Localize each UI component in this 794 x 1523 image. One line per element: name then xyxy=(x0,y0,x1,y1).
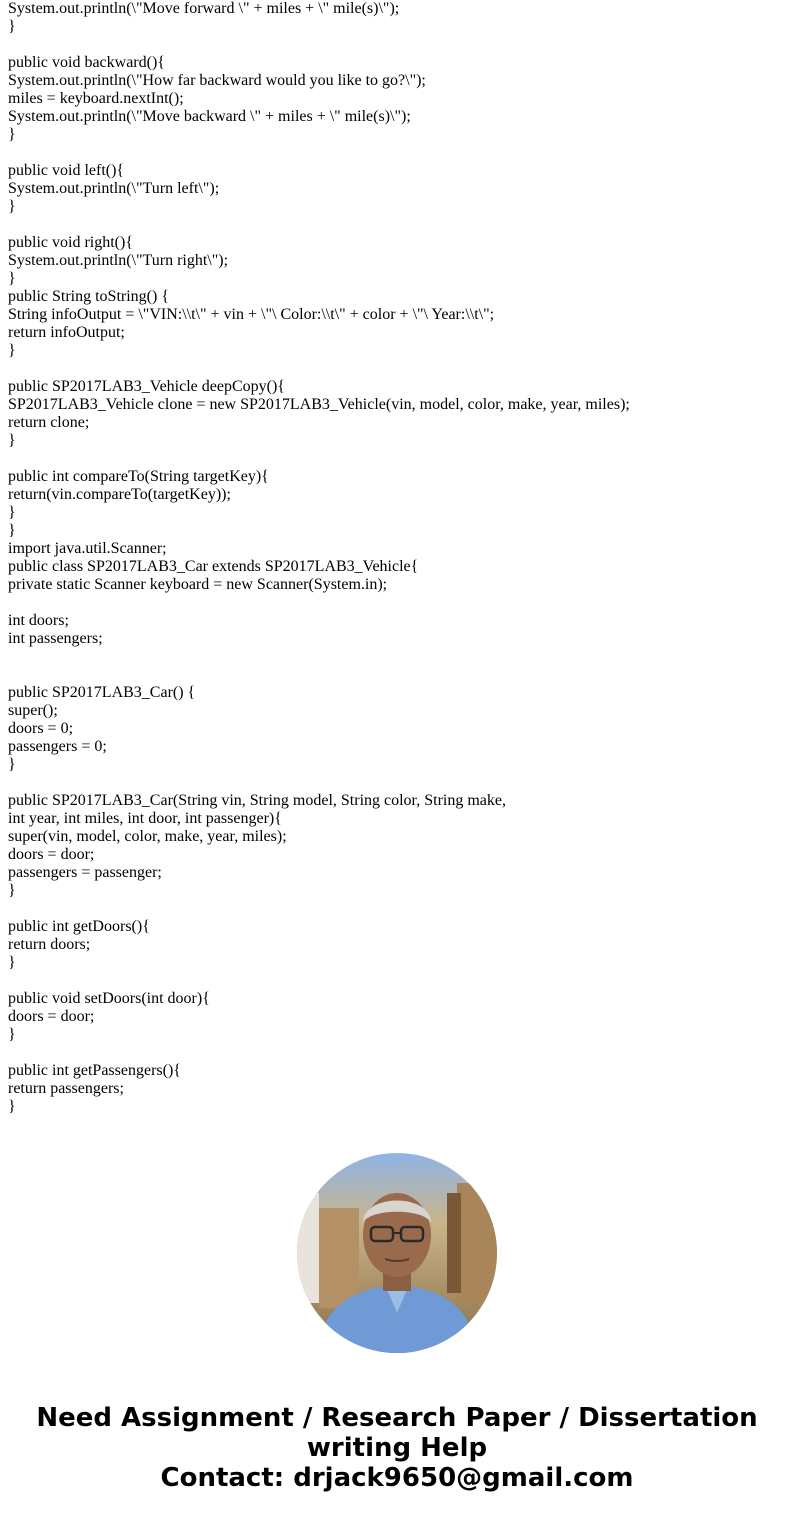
code-line: System.out.println(\"Turn right\"); xyxy=(8,252,229,269)
code-line xyxy=(8,648,788,666)
code-line: public void setDoors(int door){ xyxy=(8,990,210,1007)
code-line: public int getPassengers(){ xyxy=(8,1062,181,1079)
code-line: } xyxy=(8,522,16,539)
code-line: } xyxy=(8,882,16,899)
code-line: } xyxy=(8,270,16,287)
code-line: return infoOutput; xyxy=(8,324,125,341)
code-line: } xyxy=(8,1098,16,1115)
code-line: System.out.println(\"Move backward \" + miles + \" mile(s)\"); xyxy=(8,108,411,125)
code-line: public SP2017LAB3_Car() { xyxy=(8,684,196,701)
code-line: return passengers; xyxy=(8,1080,124,1097)
code-line xyxy=(8,450,788,468)
code-line: doors = door; xyxy=(8,1008,95,1025)
contact-banner xyxy=(0,1403,794,1493)
code-line: public void left(){ xyxy=(8,162,125,179)
code-line xyxy=(8,774,788,792)
code-line: return doors; xyxy=(8,936,91,953)
code-line: return(vin.compareTo(targetKey)); xyxy=(8,486,231,503)
code-line: passengers = passenger; xyxy=(8,864,162,881)
code-line xyxy=(8,360,788,378)
code-line: super(vin, model, color, make, year, miles); xyxy=(8,828,287,845)
code-line xyxy=(8,144,788,162)
code-line xyxy=(8,216,788,234)
code-line: public class SP2017LAB3_Car extends SP2017LAB3_Vehicle{ xyxy=(8,558,419,575)
code-line: } xyxy=(8,126,16,143)
code-line: } xyxy=(8,18,16,35)
code-line: public void backward(){ xyxy=(8,54,165,71)
code-line xyxy=(8,972,788,990)
code-line: return clone; xyxy=(8,414,90,431)
avatar xyxy=(297,1153,497,1353)
code-line xyxy=(8,900,788,918)
code-line: } xyxy=(8,1026,16,1043)
code-line: public void right(){ xyxy=(8,234,133,251)
code-line: } xyxy=(8,954,16,971)
code-line: public SP2017LAB3_Vehicle deepCopy(){ xyxy=(8,378,285,395)
code-line: doors = door; xyxy=(8,846,95,863)
banner-line-2: writing Help xyxy=(306,1433,488,1463)
code-line: super(); xyxy=(8,702,58,719)
code-line: SP2017LAB3_Vehicle clone = new SP2017LAB3_Vehicle(vin, model, color, make, year, miles); xyxy=(8,396,630,413)
person-portrait-icon xyxy=(297,1153,497,1353)
code-line: } xyxy=(8,432,16,449)
code-line: private static Scanner keyboard = new Scanner(System.in); xyxy=(8,576,388,593)
code-line: public int getDoors(){ xyxy=(8,918,150,935)
code-line: int doors; xyxy=(8,612,69,629)
code-line: System.out.println(\"Turn left\"); xyxy=(8,180,220,197)
code-line: passengers = 0; xyxy=(8,738,107,755)
code-line: public SP2017LAB3_Car(String vin, String model, String color, String make, xyxy=(8,792,507,809)
code-line xyxy=(8,666,788,684)
code-line: int year, int miles, int door, int passenger){ xyxy=(8,810,282,827)
banner-line-1: Need Assignment / Research Paper / Dissertation xyxy=(36,1403,758,1433)
code-line xyxy=(8,36,788,54)
code-line: doors = 0; xyxy=(8,720,74,737)
code-line xyxy=(8,1044,788,1062)
code-line: System.out.println(\"Move forward \" + miles + \" mile(s)\"); xyxy=(8,0,400,17)
code-line: } xyxy=(8,504,16,521)
code-line: } xyxy=(8,198,16,215)
code-listing xyxy=(8,0,788,1116)
code-line: String infoOutput = \"VIN:\\t\" + vin + \"\ Color:\\t\" + color + \"\ Year:\\t\"; xyxy=(8,306,495,323)
code-line xyxy=(8,594,788,612)
code-line: import java.util.Scanner; xyxy=(8,540,167,557)
code-line: System.out.println(\"How far backward would you like to go?\"); xyxy=(8,72,426,89)
code-line: miles = keyboard.nextInt(); xyxy=(8,90,184,107)
code-line: public String toString() { xyxy=(8,288,170,305)
code-line: } xyxy=(8,342,16,359)
code-line: } xyxy=(8,756,16,773)
code-line: int passengers; xyxy=(8,630,103,647)
banner-line-3: Contact: drjack9650@gmail.com xyxy=(160,1463,634,1493)
code-line: public int compareTo(String targetKey){ xyxy=(8,468,269,485)
